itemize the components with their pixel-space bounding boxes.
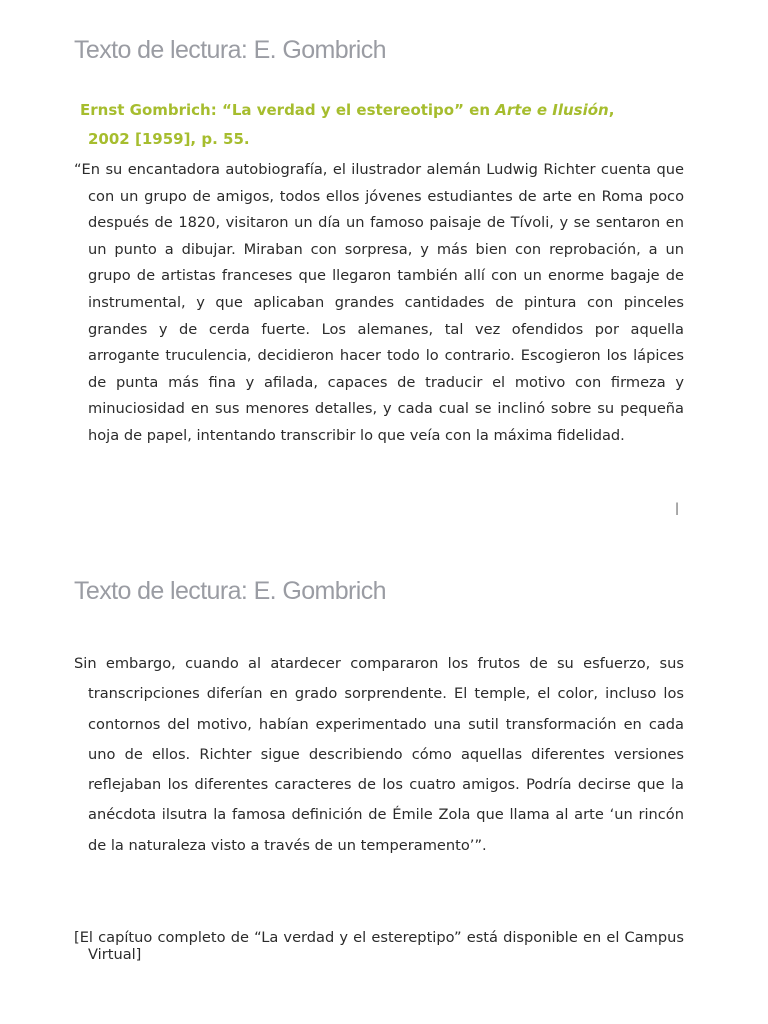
- citation: [80, 96, 700, 154]
- campus-virtual-note: [El capítuo completo de “La verdad y el estereptipo” está disponible en el Campus Virtual]: [74, 929, 684, 963]
- page-mark: |: [675, 501, 680, 515]
- citation-comma: ,: [608, 101, 615, 119]
- citation-year-page: 2002 [1959], p. 55.: [88, 130, 250, 148]
- reading-paragraph-1: “En su encantadora autobiografía, el ilustrador alemán Ludwig Richter cuenta que con un grupo de amigos, todos ellos jóvenes estudiantes de arte en Roma poco después de 1820, visitaron un día un famoso paisaje de Tívoli, y se sentaron en un punto a dibujar. Miraban con sorpresa, y más bien con reprobación, a un grupo de artistas franceses que llegaron también allí con un enorme bagaje de instrumental, y que aplicaban grandes cantidades de pintura con pinceles grandes y de cerda fuerte. Los alemanes, tal vez ofendidos por aquella arrogante truculencia, decidieron hacer todo lo contrario. Escogieron los lápices de punta más fina y afilada, capaces de traducir el motivo con firmeza y minuciosidad en sus menores detalles, y cada cual se inclinó sobre su pequeña hoja de papel, intentando transcribir lo que veía con la máxima fidelidad.: [74, 161, 684, 444]
- slide-2-title: Texto de lectura: E. Gombrich: [74, 577, 386, 605]
- slide-2: [0, 540, 768, 1024]
- slide-1-title: Texto de lectura: E. Gombrich: [74, 36, 386, 64]
- reading-paragraph-2: Sin embargo, cuando al atardecer compararon los frutos de su esfuerzo, sus transcripciones diferían en grado sorprendente. El temple, el color, incluso los contornos del motivo, habían experimentado una sutil transformación en cada uno de ellos. Richter sigue describiendo cómo aquellas diferentes versiones reflejaban los diferentes caracteres de los cuatro amigos. Podría decirse que la anécdota ilsutra la famosa definición de Émile Zola que llama al arte ‘un rincón de la naturaleza visto a través de un temperamento’”.: [74, 655, 684, 854]
- citation-author-chapter: Ernst Gombrich: “La verdad y el estereotipo” en: [80, 101, 496, 119]
- citation-book-title: Arte e Ilusión: [495, 101, 609, 119]
